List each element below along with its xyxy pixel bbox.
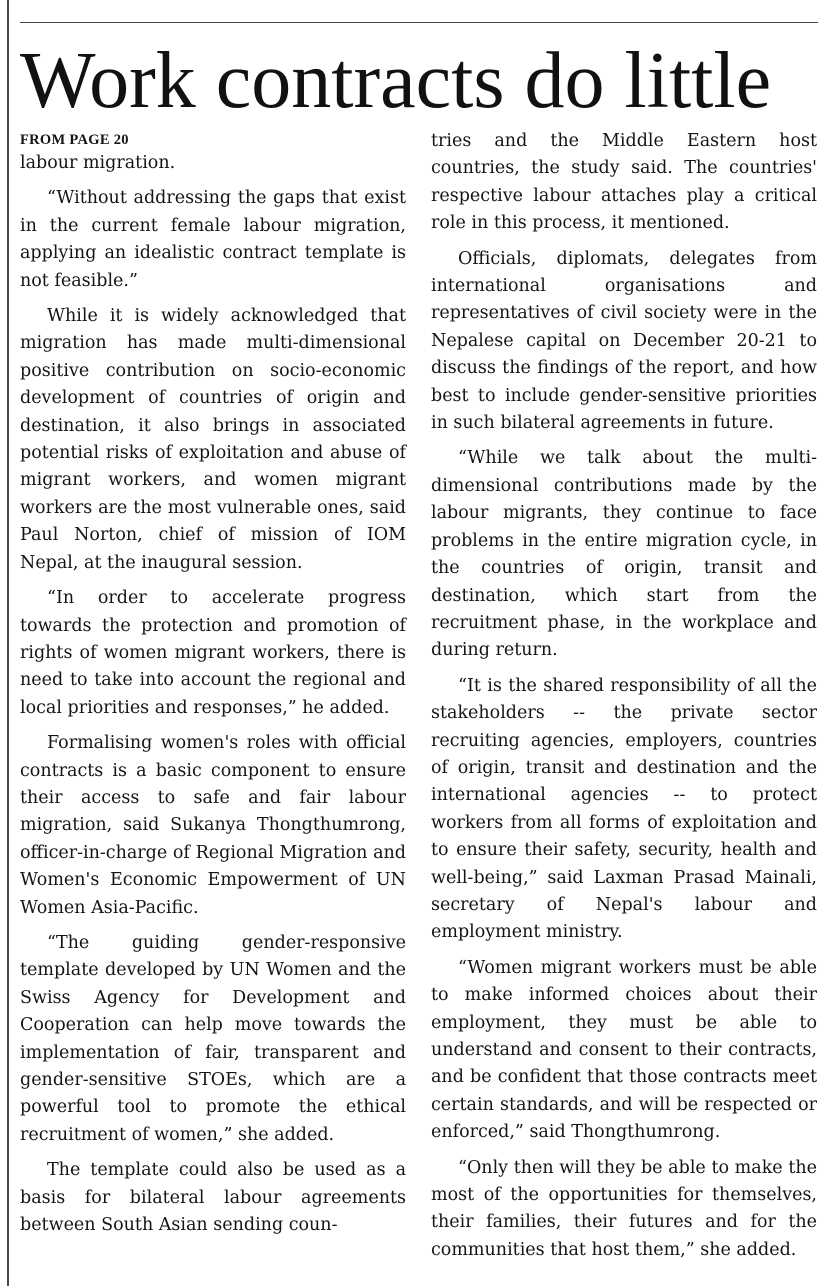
headline-rule-top <box>20 22 818 23</box>
paragraph: Formalising women's roles with official contracts is a basic component to ensure their access to safe and fair labour migration, said Sukanya Thongthumrong, officer-in-charge of Regional Migration and Women's Economic Empowerment of UN Women Asia-Pacific. <box>20 733 406 918</box>
paragraph: labour migration. <box>20 153 176 173</box>
paragraph: “It is the shared responsibility of all the stakeholders -- the private sector recruiting agencies, employers, countries of origin, transit and destination and the international agencies -- to protect workers from all forms of exploitation and to ensure their safety, security, health and well-being,” said Laxman Prasad Mainali, secretary of Nepal's labour and employment ministry. <box>431 675 817 943</box>
paragraph: “Women migrant workers must be able to make informed choices about their employment, they must be able to understand and consent to their contracts, and be confident that those contracts meet certain standards, and will be respected or enforced,” said Thongthumrong. <box>431 957 817 1143</box>
paragraph: The template could also be used as a basis for bilateral labour agreements between South Asian sending coun- <box>20 1160 406 1236</box>
article-column-right <box>431 128 817 1272</box>
paragraph: “The guiding gender-responsive template developed by UN Women and the Swiss Agency for Development and Cooperation can help move towards the implementation of fair, transparent and gender-sensitive STOEs, which are a powerful tool to promote the ethical recruitment of women,” she added. <box>20 932 406 1145</box>
paragraph: “In order to accelerate progress towards the protection and promotion of rights of women migrant workers, there is need to take into account the regional and local priorities and responses,” he added. <box>20 588 406 718</box>
paragraph: “Without addressing the gaps that exist in the current female labour migration, applying an idealistic contract template is not feasible.” <box>20 188 406 291</box>
headline: Work contracts do little <box>20 37 772 125</box>
article-column-left <box>20 130 406 1247</box>
paragraph: “While we talk about the multi-dimensional contributions made by the labour migrants, they continue to face problems in the entire migration cycle, in the countries of origin, transit and destination, which start from the recruitment phase, in the workplace and during return. <box>431 448 817 661</box>
paragraph: Officials, diplomats, delegates from international organisations and representatives of civil society were in the Nepalese capital on December 20-21 to discuss the findings of the report, and how best to include gender-sensitive priorities in such bilateral agreements in future. <box>431 248 817 434</box>
paragraph: tries and the Middle Eastern host countries, the study said. The countries' respective labour attaches play a critical role in this process, it mentioned. <box>431 131 817 234</box>
paragraph: “Only then will they be able to make the most of the opportunities for themselves, their families, their futures and for the communities that host them,” she added. <box>431 1157 817 1260</box>
paragraph: While it is widely acknowledged that migration has made multi-dimensional positive contribution on socio-economic development of countries of origin and destination, it also brings in associated potential risks of exploitation and abuse of migrant workers, and women migrant workers are the most vulnerable ones, said Paul Norton, chief of mission of IOM Nepal, at the inaugural session. <box>20 306 406 573</box>
column-rule-left <box>7 0 9 1286</box>
jump-line: FROM PAGE 20 <box>20 132 129 148</box>
